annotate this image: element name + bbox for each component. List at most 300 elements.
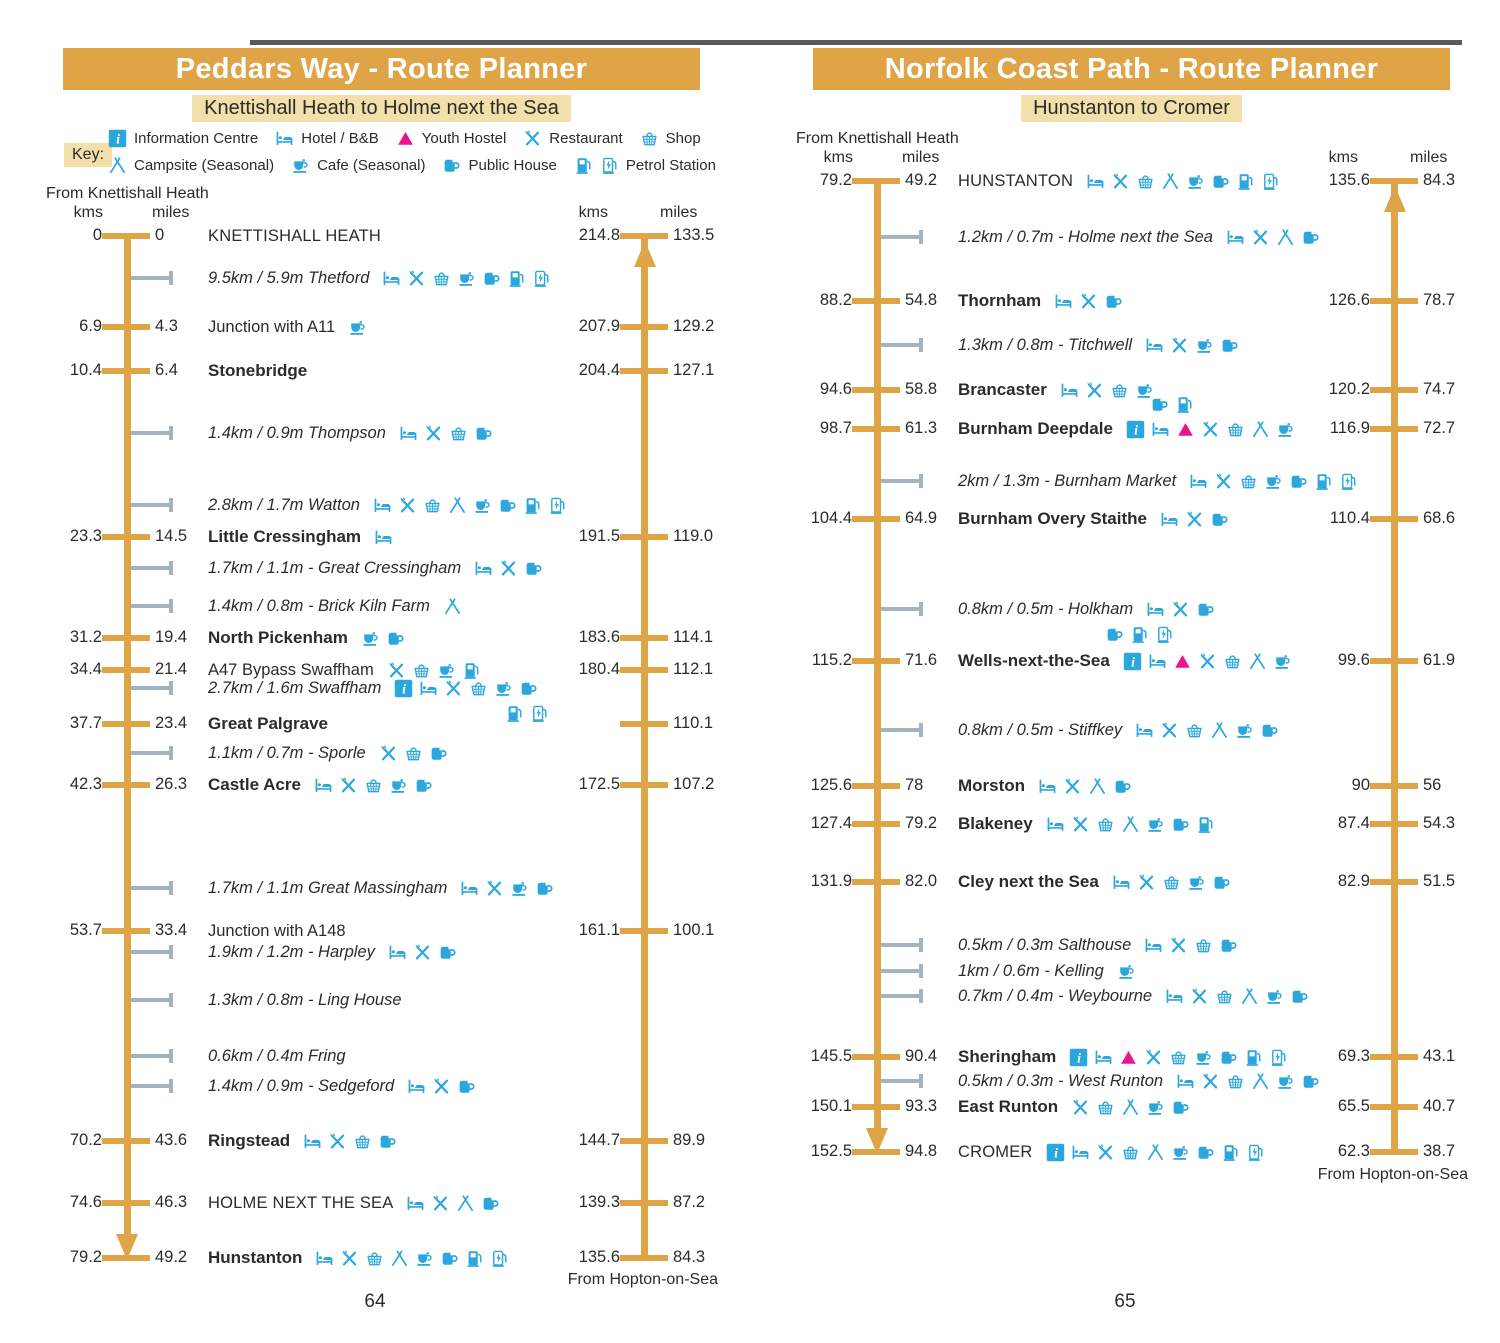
cafe-icon	[1187, 873, 1206, 892]
col-header-kms-right: kms	[578, 204, 608, 221]
miles-remaining-value: 56	[1423, 776, 1442, 794]
distance-tick	[1370, 178, 1418, 184]
route-place-row	[750, 648, 1500, 674]
offshoot-row	[750, 224, 1500, 250]
offshoot-row	[750, 468, 1500, 494]
petrol-icon	[1314, 472, 1333, 491]
pub-icon	[474, 424, 493, 443]
offshoot-stub	[131, 566, 171, 570]
miles-value: 82.0	[905, 872, 938, 890]
offshoot-text: 2.8km / 1.7m Watton	[208, 495, 360, 514]
hotel-icon	[1071, 1143, 1090, 1162]
distance-tick	[852, 387, 900, 393]
cafe-icon	[1194, 1048, 1213, 1067]
cafe-icon	[510, 879, 529, 898]
key-item-label: Hotel / B&B	[301, 130, 379, 147]
route-place-row	[750, 506, 1500, 532]
end-origin-note: From Hopton-on-Sea	[1317, 1166, 1468, 1183]
distance-tick	[1370, 516, 1418, 522]
campsite-icon	[1240, 987, 1259, 1006]
distance-tick	[620, 721, 668, 727]
page-subtitle-wrap	[813, 95, 1450, 122]
cafe-icon	[389, 776, 408, 795]
key-item-restaurant	[523, 129, 622, 148]
campsite-icon	[448, 496, 467, 515]
campsite-icon	[390, 1249, 409, 1268]
origin-label: From Knettishall Heath	[796, 130, 959, 147]
petrol2-icon	[490, 1249, 509, 1268]
offshoot-stub	[881, 969, 921, 973]
offshoot-stub	[881, 943, 921, 947]
shop-icon	[1096, 815, 1115, 834]
page-title-text: Norfolk Coast Path - Route Planner	[884, 53, 1379, 85]
miles-remaining-value: 40.7	[1423, 1097, 1456, 1115]
miles-value: 90.4	[905, 1047, 938, 1065]
offshoot-stub-cap	[919, 338, 923, 352]
offshoot-stub-cap	[169, 993, 173, 1007]
facility-icons	[1117, 962, 1136, 981]
restaurant-icon	[1085, 381, 1104, 400]
offshoot-row	[750, 958, 1500, 984]
page-number: 64	[364, 1291, 386, 1312]
offshoot-stub-cap	[169, 426, 173, 440]
miles-remaining-value: 100.1	[673, 921, 715, 939]
shop-icon	[1239, 472, 1258, 491]
distance-tick	[852, 658, 900, 664]
key-item-petrolpair	[574, 156, 716, 175]
offshoot-row	[0, 593, 750, 619]
miles-value: 4.3	[155, 317, 178, 335]
offshoot-stub-cap	[919, 964, 923, 978]
pub-icon	[1290, 987, 1309, 1006]
petrol2-icon	[600, 156, 619, 175]
place-name: CROMER	[958, 1142, 1033, 1161]
offshoot-stub-cap	[169, 271, 173, 285]
kms-value: 34.4	[69, 660, 102, 678]
page-65-norfolk-coast-path	[750, 0, 1500, 1343]
offshoot-stub	[131, 276, 171, 280]
place-name: Castle Acre	[208, 775, 301, 794]
offshoot-stub	[131, 1084, 171, 1088]
offshoot-stub-cap	[169, 945, 173, 959]
route-place-row	[0, 314, 750, 340]
distance-tick	[1370, 658, 1418, 664]
facility-icons	[1071, 1098, 1190, 1117]
restaurant-icon	[1201, 1072, 1220, 1091]
shop-icon	[1226, 1072, 1245, 1091]
place-name: HOLME NEXT THE SEA	[208, 1193, 394, 1212]
offshoot-stub	[131, 950, 171, 954]
campsite-icon	[1276, 228, 1295, 247]
offshoot-stub	[881, 1079, 921, 1083]
distance-tick	[852, 1149, 900, 1155]
facility-icons	[1176, 1072, 1320, 1091]
key-item-campsite	[108, 156, 274, 175]
svg-text:i: i	[1130, 653, 1135, 669]
distance-tick	[852, 516, 900, 522]
miles-remaining-value: 74.7	[1423, 380, 1456, 398]
kms-value: 79.2	[69, 1248, 102, 1266]
offshoot-text: 1.7km / 1.1m - Great Cressingham	[208, 558, 462, 577]
facility-icons	[1226, 228, 1320, 247]
offshoot-stub-cap	[169, 498, 173, 512]
facility-icons	[1160, 510, 1229, 529]
restaurant-icon	[1079, 292, 1098, 311]
kms-value: 74.6	[69, 1193, 102, 1211]
place-name: Great Palgrave	[208, 714, 329, 733]
info-icon	[1046, 1143, 1065, 1162]
miles-value: 14.5	[155, 527, 188, 545]
offshoot-row	[0, 875, 750, 901]
place-name: Cley next the Sea	[958, 872, 1099, 891]
info-icon	[1123, 652, 1142, 671]
offshoot-stub-cap	[919, 602, 923, 616]
restaurant-icon	[1169, 936, 1188, 955]
kms-remaining-value: 172.5	[578, 775, 620, 793]
distance-tick	[620, 1255, 668, 1261]
pub-icon	[1220, 336, 1239, 355]
place-name: Junction with A11	[208, 317, 336, 336]
kms-remaining-value: 183.6	[578, 628, 620, 646]
place-name: Burnham Deepdale	[958, 419, 1113, 438]
col-header-miles-right: miles	[660, 204, 698, 221]
place-name: Ringstead	[208, 1131, 291, 1150]
kms-remaining-value: 99.6	[1337, 651, 1370, 669]
offshoot-row	[0, 492, 750, 518]
kms-value: 42.3	[69, 775, 102, 793]
shop-icon	[469, 679, 488, 698]
shop-icon	[1162, 873, 1181, 892]
place-name: Stonebridge	[208, 361, 308, 380]
offshoot-text: 0.6km / 0.4m Fring	[208, 1046, 346, 1065]
miles-remaining-value: 114.1	[673, 628, 714, 646]
col-header-kms-left: kms	[73, 204, 103, 221]
key-item-label: Petrol Station	[625, 157, 716, 174]
pub-icon	[1105, 625, 1124, 644]
shop-icon	[353, 1132, 372, 1151]
page-title	[63, 48, 700, 90]
hotel-icon	[406, 1194, 425, 1213]
pub-icon	[1171, 1098, 1190, 1117]
kms-value: 70.2	[69, 1131, 102, 1149]
restaurant-icon	[1071, 1098, 1090, 1117]
facility-icons	[1112, 873, 1231, 892]
key-item-label: Cafe (Seasonal)	[317, 157, 426, 174]
offshoot-text: 2km / 1.3m - Burnham Market	[958, 471, 1177, 490]
kms-remaining-value: 191.5	[578, 527, 620, 545]
facility-icons	[1054, 292, 1123, 311]
pub-icon	[481, 1194, 500, 1213]
facility-icons	[460, 879, 554, 898]
kms-value: 88.2	[819, 291, 852, 309]
key-item-info	[108, 129, 258, 148]
distance-tick	[852, 879, 900, 885]
offshoot-stub	[881, 728, 921, 732]
shop-icon	[1121, 1143, 1140, 1162]
campsite-icon	[1161, 172, 1180, 191]
cafe-icon	[1276, 1072, 1295, 1091]
miles-value: 49.2	[155, 1248, 188, 1266]
offshoot-row	[0, 555, 750, 581]
facility-icons	[1038, 777, 1132, 796]
distance-tick	[620, 1200, 668, 1206]
offshoot-text: 1.9km / 1.2m - Harpley	[208, 942, 375, 961]
pub-icon	[1210, 510, 1229, 529]
shop-icon	[640, 129, 659, 148]
offshoot-stub-cap	[169, 1079, 173, 1093]
info-icon	[1069, 1048, 1088, 1067]
campsite-icon	[1251, 1072, 1270, 1091]
miles-value: 94.8	[905, 1142, 938, 1160]
facility-icons	[1069, 1048, 1288, 1067]
distance-tick	[852, 178, 900, 184]
distance-tick	[102, 368, 150, 374]
cafe-icon	[1171, 1143, 1190, 1162]
pub-icon	[429, 744, 448, 763]
origin-label: From Knettishall Heath	[46, 185, 209, 202]
offshoot-text: 9.5km / 5.9m Thetford	[208, 268, 370, 287]
offshoot-stub-cap	[919, 989, 923, 1003]
route-place-row	[750, 773, 1500, 799]
page-subtitle-wrap	[63, 95, 700, 122]
shop-icon	[449, 424, 468, 443]
shop-icon	[365, 1249, 384, 1268]
col-header-kms-left: kms	[823, 149, 853, 166]
restaurant-icon	[1171, 600, 1190, 619]
shop-icon	[1096, 1098, 1115, 1117]
offshoot-text: 1.2km / 0.7m - Holme next the Sea	[958, 227, 1213, 246]
facility-icons	[314, 776, 433, 795]
hotel-icon	[1176, 1072, 1195, 1091]
restaurant-icon	[424, 424, 443, 443]
campsite-icon	[1121, 815, 1140, 834]
distance-tick	[620, 324, 668, 330]
offshoot-row	[750, 717, 1500, 743]
key-label: Key:	[64, 143, 112, 167]
kms-remaining-value: 126.6	[1328, 291, 1370, 309]
miles-remaining-value: 54.3	[1423, 814, 1456, 832]
petrol-icon	[1236, 172, 1255, 191]
kms-value: 79.2	[819, 171, 852, 189]
route-place-row	[0, 625, 750, 651]
cafe-icon	[457, 269, 476, 288]
offshoot-text: 1km / 0.6m - Kelling	[958, 961, 1104, 980]
offshoot-text: 0.8km / 0.5m - Holkham	[958, 599, 1134, 618]
miles-remaining-value: 112.1	[673, 660, 714, 678]
distance-tick	[102, 721, 150, 727]
pub-icon	[1260, 721, 1279, 740]
miles-value: 78	[905, 776, 924, 794]
cafe-icon	[415, 1249, 434, 1268]
kms-value: 152.5	[810, 1142, 852, 1160]
key-item-label: Public House	[468, 157, 557, 174]
place-name: HUNSTANTON	[958, 171, 1074, 190]
offshoot-stub	[881, 607, 921, 611]
kms-remaining-value: 110.4	[1329, 509, 1370, 527]
offshoot-text: 1.3km / 0.8m - Titchwell	[958, 335, 1133, 354]
kms-value: 98.7	[819, 419, 852, 437]
distance-tick	[620, 368, 668, 374]
offshoot-row	[0, 987, 750, 1013]
route-place-row	[750, 1139, 1500, 1165]
campsite-icon	[1210, 721, 1229, 740]
facility-icons	[1123, 652, 1292, 671]
place-name: A47 Bypass Swaffham	[208, 660, 374, 679]
distance-tick	[102, 324, 150, 330]
offshoot-text: 1.4km / 0.9m Thompson	[208, 423, 386, 442]
legend-row-2	[108, 156, 716, 175]
petrol-icon	[1244, 1048, 1263, 1067]
shop-icon	[404, 744, 423, 763]
distance-tick	[102, 667, 150, 673]
place-name: East Runton	[958, 1097, 1059, 1116]
info-icon	[1126, 420, 1145, 439]
shop-icon	[1194, 936, 1213, 955]
offshoot-text: 1.3km / 0.8m - Ling House	[208, 990, 402, 1009]
facility-icons	[373, 496, 567, 515]
miles-remaining-value: 133.5	[673, 226, 715, 244]
hostel-icon	[1119, 1048, 1138, 1067]
restaurant-icon	[407, 269, 426, 288]
pub-icon	[457, 1077, 476, 1096]
miles-remaining-value: 110.1	[673, 714, 714, 732]
key-item-label: Restaurant	[549, 130, 623, 147]
miles-remaining-value: 78.7	[1423, 291, 1456, 309]
hotel-icon	[1148, 652, 1167, 671]
place-name: Burnham Overy Staithe	[958, 509, 1147, 528]
miles-remaining-value: 72.7	[1423, 419, 1456, 437]
facility-icons	[1046, 1143, 1265, 1162]
petrol2-icon	[1246, 1143, 1265, 1162]
offshoot-stub	[131, 503, 171, 507]
hotel-icon	[314, 776, 333, 795]
offshoot-text: 0.7km / 0.4m - Weybourne	[958, 986, 1153, 1005]
hostel-icon	[1173, 652, 1192, 671]
hotel-icon	[1046, 815, 1065, 834]
facility-icons	[1060, 381, 1154, 400]
route-place-row	[750, 1094, 1500, 1120]
offshoot-row	[0, 740, 750, 766]
page-number: 65	[1114, 1291, 1136, 1312]
offshoot-row	[0, 265, 750, 291]
hotel-icon	[399, 424, 418, 443]
offshoot-stub	[131, 886, 171, 890]
hotel-icon	[1086, 172, 1105, 191]
facility-icons	[361, 629, 405, 648]
distance-tick	[1370, 783, 1418, 789]
facility-icons	[388, 943, 457, 962]
hotel-icon	[1112, 873, 1131, 892]
distance-tick	[102, 635, 150, 641]
restaurant-icon	[523, 129, 542, 148]
facility-icons	[1135, 721, 1279, 740]
place-name: KNETTISHALL HEATH	[208, 226, 382, 245]
route-place-row	[750, 811, 1500, 837]
offshoot-text: 0.5km / 0.3m Salthouse	[958, 935, 1132, 954]
offshoot-stub	[131, 751, 171, 755]
hotel-icon	[1226, 228, 1245, 247]
miles-value: 49.2	[905, 171, 938, 189]
distance-tick	[102, 1138, 150, 1144]
route-place-row	[750, 416, 1500, 442]
offshoot-stub	[131, 431, 171, 435]
hotel-icon	[474, 559, 493, 578]
facility-icons	[399, 424, 493, 443]
miles-value: 64.9	[905, 509, 938, 527]
offshoot-stub-cap	[919, 230, 923, 244]
hotel-icon	[419, 679, 438, 698]
pub-icon	[1219, 1048, 1238, 1067]
offshoot-stub-cap	[169, 746, 173, 760]
distance-tick	[102, 1255, 150, 1261]
miles-value: 71.6	[905, 651, 938, 669]
hotel-icon	[374, 528, 393, 547]
facility-icons	[474, 559, 543, 578]
route-place-row	[0, 1245, 750, 1271]
restaurant-icon	[444, 679, 463, 698]
facility-icons	[348, 318, 367, 337]
route-place-row	[750, 168, 1500, 194]
pub-icon	[440, 1249, 459, 1268]
facility-icons	[394, 679, 538, 698]
pub-icon	[524, 559, 543, 578]
petrol-icon	[1196, 815, 1215, 834]
offshoot-stub-cap	[919, 723, 923, 737]
restaurant-icon	[1190, 987, 1209, 1006]
restaurant-icon	[340, 1249, 359, 1268]
offshoot-text: 1.4km / 0.8m - Brick Kiln Farm	[208, 596, 430, 615]
restaurant-icon	[1160, 721, 1179, 740]
pub-icon	[386, 629, 405, 648]
shop-icon	[1215, 987, 1234, 1006]
petrol2-icon	[532, 269, 551, 288]
restaurant-icon	[1137, 873, 1156, 892]
key-item-label: Shop	[665, 130, 701, 147]
page-title-text: Peddars Way - Route Planner	[175, 53, 588, 85]
pub-icon	[1196, 600, 1215, 619]
pub-icon	[498, 496, 517, 515]
place-name: Little Cressingham	[208, 527, 362, 546]
hotel-icon	[1151, 420, 1170, 439]
offshoot-stub	[881, 235, 921, 239]
key-item-cafe	[291, 156, 425, 175]
place-name: Morston	[958, 776, 1026, 795]
place-name: Wells-next-the-Sea	[958, 651, 1110, 670]
cafe-icon	[1195, 336, 1214, 355]
route-place-row	[0, 524, 750, 550]
offshoot-text: 1.4km / 0.9m - Sedgeford	[208, 1076, 395, 1095]
key-item-pub	[442, 156, 556, 175]
offshoot-row	[0, 420, 750, 446]
restaurant-icon	[1096, 1143, 1115, 1162]
offshoot-stub	[131, 998, 171, 1002]
restaurant-icon	[379, 744, 398, 763]
distance-tick	[1370, 1104, 1418, 1110]
hotel-icon	[373, 496, 392, 515]
hotel-icon	[1054, 292, 1073, 311]
offshoot-stub	[881, 994, 921, 998]
svg-text:i: i	[1134, 421, 1138, 437]
page-title	[813, 48, 1450, 90]
hotel-icon	[1060, 381, 1079, 400]
distance-tick	[620, 928, 668, 934]
miles-value: 79.2	[905, 814, 938, 832]
kms-remaining-value: 139.3	[578, 1193, 620, 1211]
miles-remaining-value: 38.7	[1423, 1142, 1456, 1160]
distance-tick	[852, 1104, 900, 1110]
campsite-icon	[1248, 652, 1267, 671]
miles-remaining-value: 89.9	[673, 1131, 706, 1149]
